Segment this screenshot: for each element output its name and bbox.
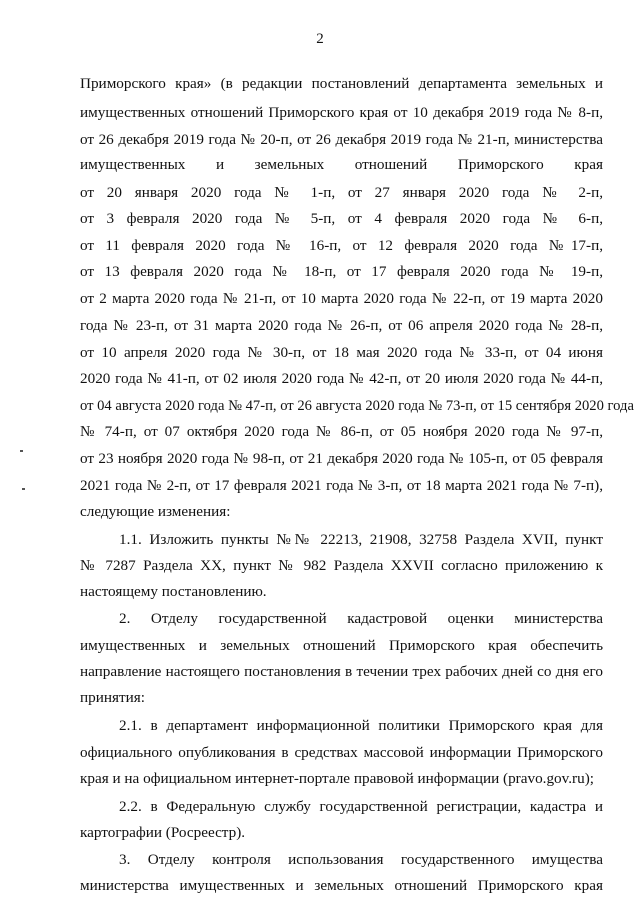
text-line: Приморского края» (в редакции постановлений департамента земельных и [80, 75, 603, 92]
text-line: 2021 года № 2-п, от 17 февраля 2021 года № 3-п, от 18 марта 2021 года № 7-п), [80, 477, 603, 494]
text-line: имущественных отношений Приморского края от 10 декабря 2019 года № 8-п, [80, 104, 603, 121]
text-line: направление настоящего постановления в течении трех рабочих дней со дня его [80, 663, 603, 680]
page-number: 2 [316, 31, 324, 47]
text-line: от 26 декабря 2019 года № 20-п, от 26 декабря 2019 года № 21-п, министерства [80, 131, 603, 148]
text-line: картографии (Росреестр). [80, 824, 246, 841]
text-line: края и на официальном интернет-портале правовой информации (pravo.gov.ru); [80, 770, 594, 787]
text-line: имущественных и земельных отношений Приморского края [80, 156, 603, 173]
text-line: 2020 года № 41-п, от 02 июля 2020 года № 42-п, от 20 июля 2020 года № 44-п, [80, 370, 603, 387]
text-line: от 13 февраля 2020 года № 18-п, от 17 февраля 2020 года № 19-п, [80, 263, 603, 280]
text-line: года № 23-п, от 31 марта 2020 года № 26-п, от 06 апреля 2020 года № 28-п, [80, 317, 603, 334]
text-line: 1.1. Изложить пункты №№ 22213, 21908, 32758 Раздела XVII, пункт [119, 531, 603, 548]
text-line: № 7287 Раздела XX, пункт № 982 Раздела XXVII согласно приложению к [80, 557, 603, 574]
text-line: от 3 февраля 2020 года № 5-п, от 4 февраля 2020 года № 6-п, [80, 210, 603, 227]
text-line: от 20 января 2020 года № 1-п, от 27 января 2020 года № 2-п, [80, 184, 603, 201]
text-line: от 2 марта 2020 года № 21-п, от 10 марта 2020 года № 22-п, от 19 марта 2020 [80, 290, 603, 307]
text-line: № 74-п, от 07 октября 2020 года № 86-п, от 05 ноября 2020 года № 97-п, [80, 423, 603, 440]
text-line: официального опубликования в средствах массовой информации Приморского [80, 744, 603, 761]
text-line: 2.1. в департамент информационной политики Приморского края для [119, 717, 603, 734]
text-line: от 10 апреля 2020 года № 30-п, от 18 мая 2020 года № 33-п, от 04 июня [80, 344, 603, 361]
scan-speck [22, 488, 25, 490]
text-line: 3. Отделу контроля использования государственного имущества [119, 851, 603, 868]
scan-speck [20, 450, 23, 452]
text-line: принятия: [80, 689, 145, 706]
text-line: 2. Отделу государственной кадастровой оценки министерства [119, 610, 603, 627]
text-line: имущественных и земельных отношений Приморского края обеспечить [80, 637, 603, 654]
text-line: 2.2. в Федеральную службу государственной регистрации, кадастра и [119, 798, 603, 815]
text-line: настоящему постановлению. [80, 583, 267, 600]
text-line: следующие изменения: [80, 503, 231, 520]
text-line: министерства имущественных и земельных отношений Приморского края [80, 877, 603, 894]
text-line: от 04 августа 2020 года № 47-п, от 26 августа 2020 года № 73-п, от 15 сентября 2020 года [80, 398, 634, 414]
text-line: от 11 февраля 2020 года № 16-п, от 12 февраля 2020 года №17-п, [80, 237, 603, 254]
text-line: от 23 ноября 2020 года № 98-п, от 21 декабря 2020 года № 105-п, от 05 февраля [80, 450, 603, 467]
